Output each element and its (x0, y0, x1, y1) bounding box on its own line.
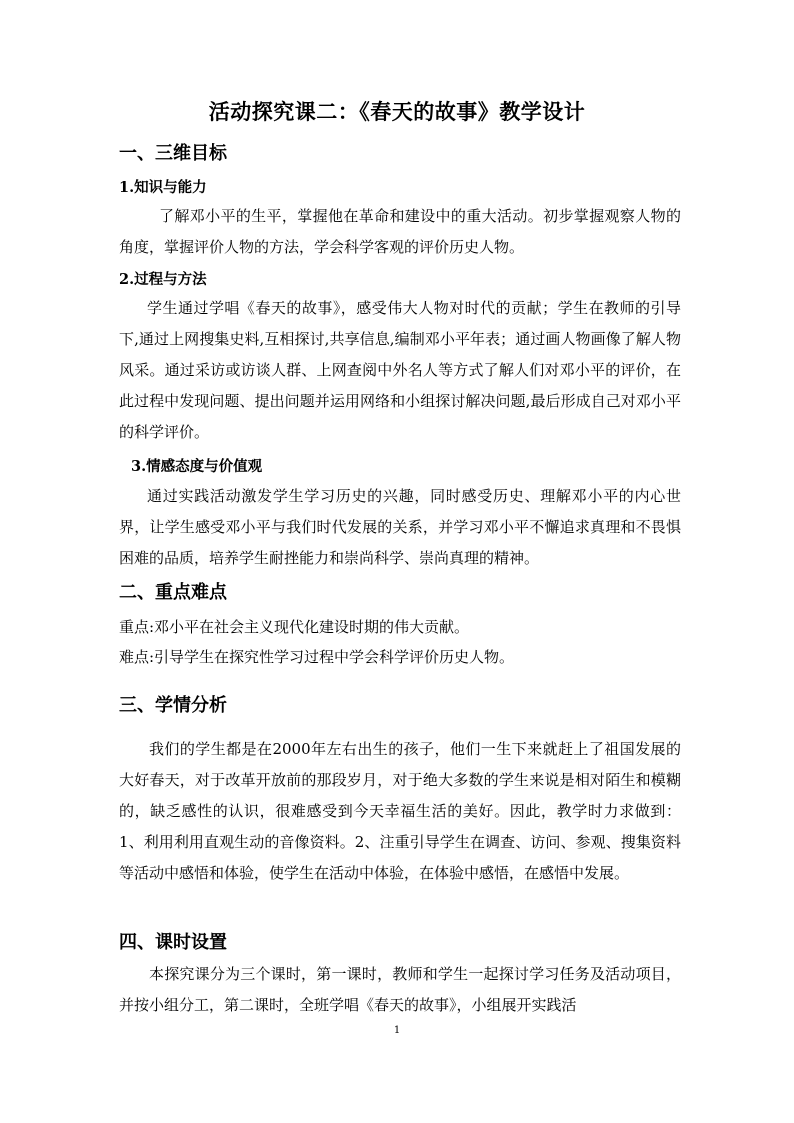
subheading-attitude: 3.情感态度与价值观 (131, 458, 263, 475)
page-number: 1 (393, 1025, 401, 1036)
section-heading-schedule: 四、课时设置 (119, 932, 227, 953)
paragraph-knowledge: 了解邓小平的生平，掌握他在革命和建设中的重大活动。初步掌握观察人物的角度，掌握评价人物的方法，学会科学客观的评价历史人物。 (119, 207, 681, 256)
section-heading-keypoints: 二、重点难点 (119, 582, 227, 603)
difficult-point-text: 难点:引导学生在探究性学习过程中学会科学评价历史人物。 (119, 648, 515, 666)
paragraph-attitude: 通过实践活动激发学生学习历史的兴趣，同时感受历史、理解邓小平的内心世界，让学生感受邓小平与我们时代发展的关系，并学习邓小平不懈追求真理和不畏惧困难的品质，培养学生耐挫能力和崇尚科学、崇尚真理的精神。 (119, 487, 681, 567)
paragraph-process: 学生通过学唱《春天的故事》，感受伟大人物对时代的贡献；学生在教师的引导下,通过上网搜集史料,互相探讨,共享信息,编制邓小平年表；通过画人物画像了解人物风采。通过采访或访谈人群、上网查阅中外名人等方式了解人们对邓小平的评价，在此过程中发现问题、提出问题并运用网络和小组探讨解决问题,最后形成自己对邓小平的科学评价。 (119, 299, 681, 441)
section-heading-goals: 一、三维目标 (119, 143, 227, 164)
paragraph-analysis: 我们的学生都是在2000年左右出生的孩子，他们一生下来就赶上了祖国发展的大好春天，对于改革开放前的那段岁月，对于绝大多数的学生来说是相对陌生和模糊的，缺乏感性的认识，很难感受到今天幸福生活的美好。因此，教学时力求做到：1、利用利用直观生动的音像资料。2、注重引导学生在调查、访问、参观、搜集资料等活动中感悟和体验，使学生在活动中体验，在体验中感悟，在感悟中发展。 (119, 740, 681, 882)
document-title: 活动探究课二：《春天的故事》教学设计 (208, 99, 586, 124)
section-heading-analysis: 三、学情分析 (119, 695, 227, 716)
key-point-text: 重点:邓小平在社会主义现代化建设时期的伟大贡献。 (119, 618, 470, 636)
paragraph-schedule: 本探究课分为三个课时，第一课时，教师和学生一起探讨学习任务及活动项目，并按小组分工，第二课时，全班学唱《春天的故事》，小组展开实践活 (119, 965, 681, 1014)
subheading-process: 2.过程与方法 (119, 271, 207, 288)
subheading-knowledge: 1.知识与能力 (119, 179, 207, 196)
